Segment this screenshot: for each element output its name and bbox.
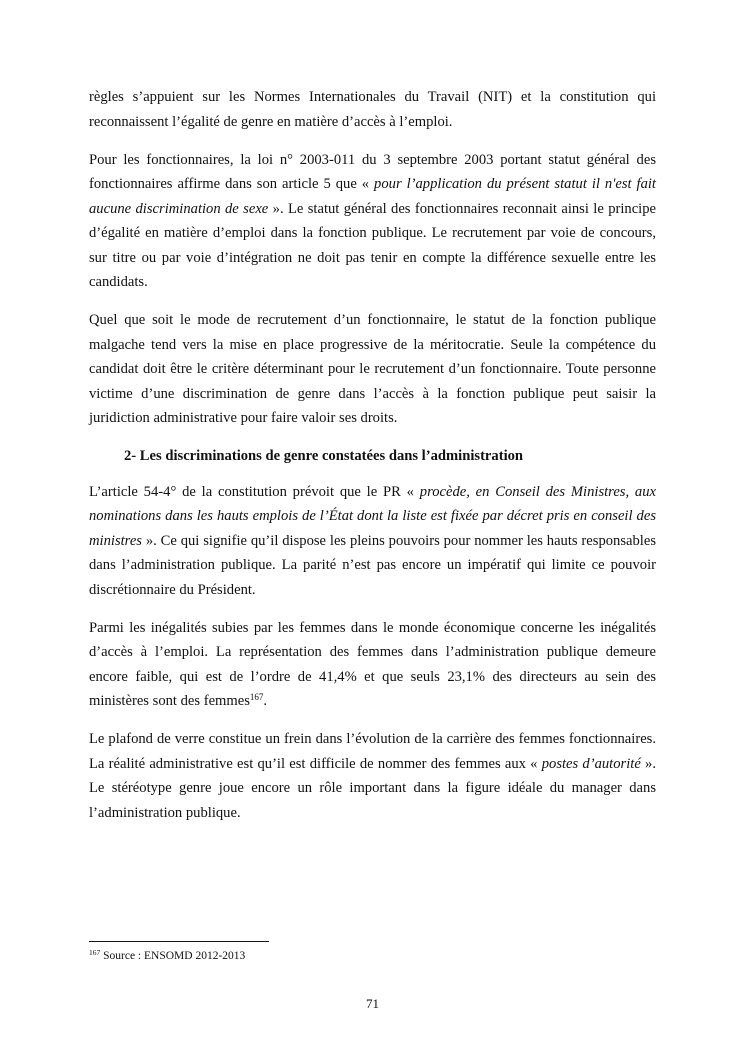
paragraph-2-text-end: ». Le statut général des fonctionnaires reconnait ainsi le principe d’égalité en matière d’emploi dans la fonction publique. Le recrutement par voie de concours, sur titre ou par voie d’intégration ne doit pas tenir en compte la différence sexuelle entre les candidats. [89, 200, 657, 290]
paragraph-5-end: . [263, 693, 268, 709]
body-text [89, 85, 656, 839]
footnote-number: 167 [89, 948, 101, 957]
paragraph-5 [89, 616, 656, 714]
paragraph-1-text: règles s’appuient sur les Normes Internationales du Travail (NIT) et la constitution qui reconnaissent l’égalité de genre en matière d’accès à l’emploi. [89, 89, 656, 130]
paragraph-3 [89, 308, 656, 431]
paragraph-2 [89, 148, 656, 295]
section-heading: 2- Les discriminations de genre constatées dans l’administration [124, 448, 524, 464]
paragraph-4-text-end: ». Ce qui signifie qu’il dispose les pleins pouvoirs pour nommer les hauts responsables dans l’administration publique. La parité n’est pas encore un impératif qui limite ce pouvoir discrétionnaire du Président. [89, 532, 656, 598]
page-number: 71 [366, 996, 379, 1011]
paragraph-2-quote: pour l’application du présent statut il n'est fait aucune discrimination de sexe [89, 176, 656, 217]
paragraph-6-text-end: ». Le stéréotype genre joue encore un rôle important dans la figure idéale du manager dans l’administration publique. [89, 755, 656, 821]
paragraph-4-text: L’article 54-4° de la constitution prévoit que le PR « [89, 483, 420, 500]
paragraph-6 [89, 727, 656, 825]
footnote [89, 948, 245, 964]
paragraph-1 [89, 85, 656, 134]
paragraph-6-quote: postes d’autorité [541, 755, 641, 772]
paragraph-2-text: Pour les fonctionnaires, la loi n° 2003-011 du 3 septembre 2003 portant statut général des fonctionnaires affirme dans son article 5 que « [89, 151, 656, 192]
footnote-text: Source : ENSOMD 2012-2013 [100, 950, 246, 962]
footnote-reference[interactable]: 167 [249, 692, 264, 702]
paragraph-6-text: Le plafond de verre constitue un frein dans l’évolution de la carrière des femmes fonctionnaires. La réalité administrative est qu’il est difficile de nommer des femmes aux « [89, 731, 656, 772]
paragraph-4 [89, 480, 656, 603]
paragraph-3-text: Quel que soit le mode de recrutement d’un fonctionnaire, le statut de la fonction publique malgache tend vers la mise en place progressive de la méritocratie. Seule la compétence du candidat doit être le critère déterminant pour le recrutement d’un fonctionnaire. Toute personne victime d’une discrimination de genre dans l’accès à la fonction publique peut saisir la juridiction administrative pour faire valoir ses droits. [89, 312, 656, 426]
paragraph-4-quote: procède, en Conseil des Ministres, aux nominations dans les hauts emplois de l’État dont la liste est fixée par décret pris en conseil des ministres [89, 483, 656, 549]
footnote-divider [89, 941, 269, 942]
paragraph-5-text: Parmi les inégalités subies par les femmes dans le monde économique concerne les inégalités d’accès à l’emploi. La représentation des femmes dans l’administration publique demeure encore faible, qui est de l’ordre de 41,4% et que seuls 23,1% des directeurs au sein des ministères sont des femmes [89, 619, 656, 709]
